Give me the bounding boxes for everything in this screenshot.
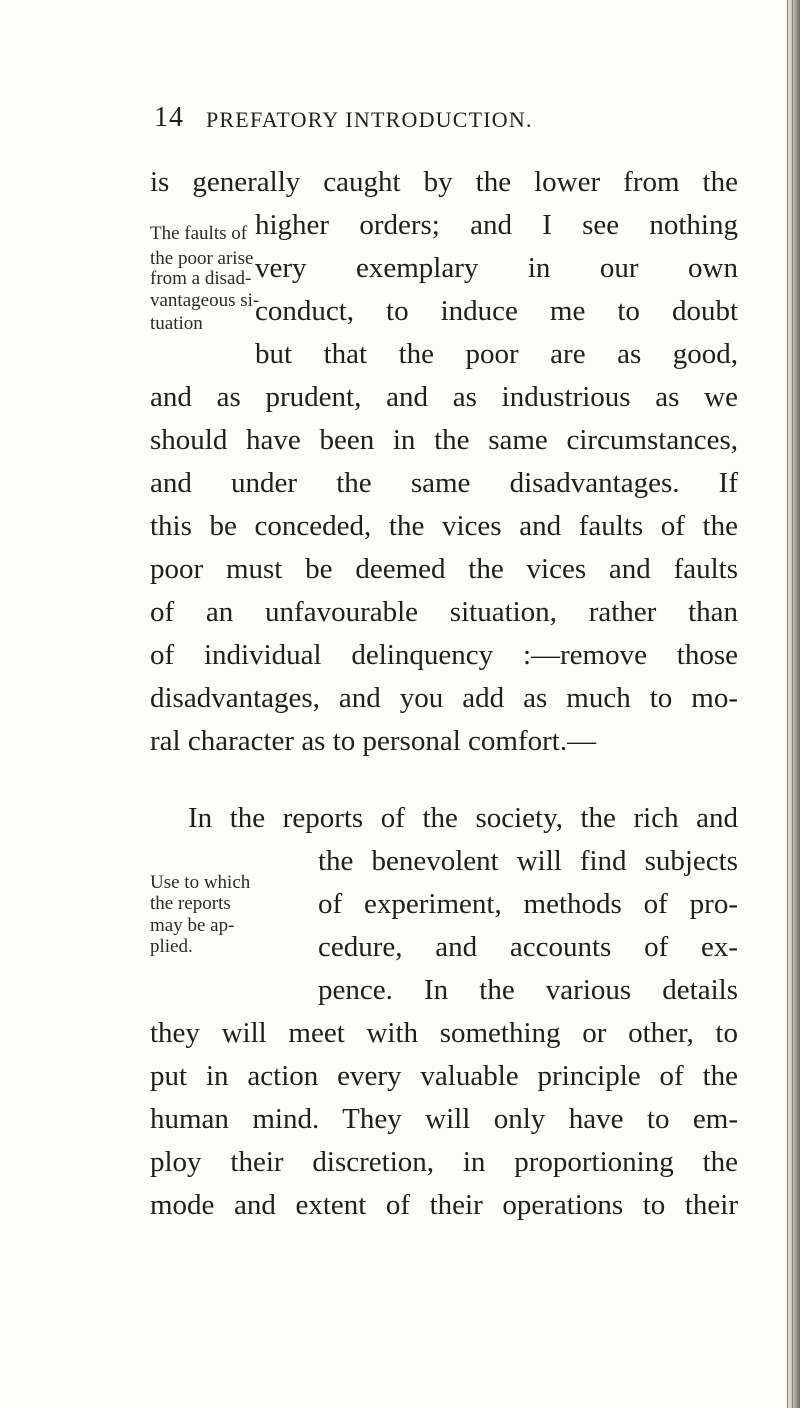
- text-line: ploy their discretion, in proportioning the: [150, 1146, 738, 1178]
- text-line: and under the same disadvantages. If: [150, 467, 738, 499]
- text-line: pence. In the various details: [318, 974, 738, 1006]
- sidenote-line: from a disad-: [150, 268, 252, 289]
- sidenote-line: plied.: [150, 936, 193, 957]
- text-line: of an unfavourable situation, rather than: [150, 596, 738, 628]
- text-line: but that the poor are as good,: [255, 338, 738, 370]
- text-line: they will meet with something or other, to: [150, 1017, 738, 1049]
- page-edge-line: [792, 0, 793, 1408]
- text-line: put in action every valuable principle of the: [150, 1060, 738, 1092]
- text-line: should have been in the same circumstances,: [150, 424, 738, 456]
- text-line: is generally caught by the lower from the: [150, 166, 738, 198]
- sidenote-line: Use to which: [150, 872, 251, 893]
- page-header: [154, 100, 754, 140]
- sidenote-line: vantageous si-: [150, 290, 260, 311]
- sidenote-line: the reports: [150, 893, 231, 914]
- sidenote-line: may be ap-: [150, 915, 235, 936]
- text-line: of individual delinquency :—remove those: [150, 639, 738, 671]
- text-line: ral character as to personal comfort.—: [150, 725, 597, 757]
- sidenote-line: the poor arise: [150, 248, 254, 269]
- running-title: PREFATORY INTRODUCTION.: [206, 107, 533, 132]
- text-line: the benevolent will find subjects: [318, 845, 738, 877]
- text-line: conduct, to induce me to doubt: [255, 295, 738, 327]
- text-line: human mind. They will only have to em-: [150, 1103, 738, 1135]
- text-line: of experiment, methods of pro-: [318, 888, 738, 920]
- text-line: this be conceded, the vices and faults of the: [150, 510, 738, 542]
- text-line: higher orders; and I see nothing: [255, 209, 738, 241]
- page-number: 14: [154, 102, 184, 133]
- text-line: and as prudent, and as industrious as we: [150, 381, 738, 413]
- sidenote-line: tuation: [150, 313, 203, 334]
- text-line: cedure, and accounts of ex-: [318, 931, 738, 963]
- text-line: very exemplary in our own: [255, 252, 738, 284]
- page-edge-shadow: [786, 0, 800, 1408]
- text-line: poor must be deemed the vices and faults: [150, 553, 738, 585]
- page-edge-line: [787, 0, 788, 1408]
- text-line: In the reports of the society, the rich and: [188, 802, 738, 834]
- text-line: disadvantages, and you add as much to mo-: [150, 682, 738, 714]
- sidenote-line: The faults of: [150, 223, 248, 244]
- text-line: mode and extent of their operations to their: [150, 1189, 738, 1221]
